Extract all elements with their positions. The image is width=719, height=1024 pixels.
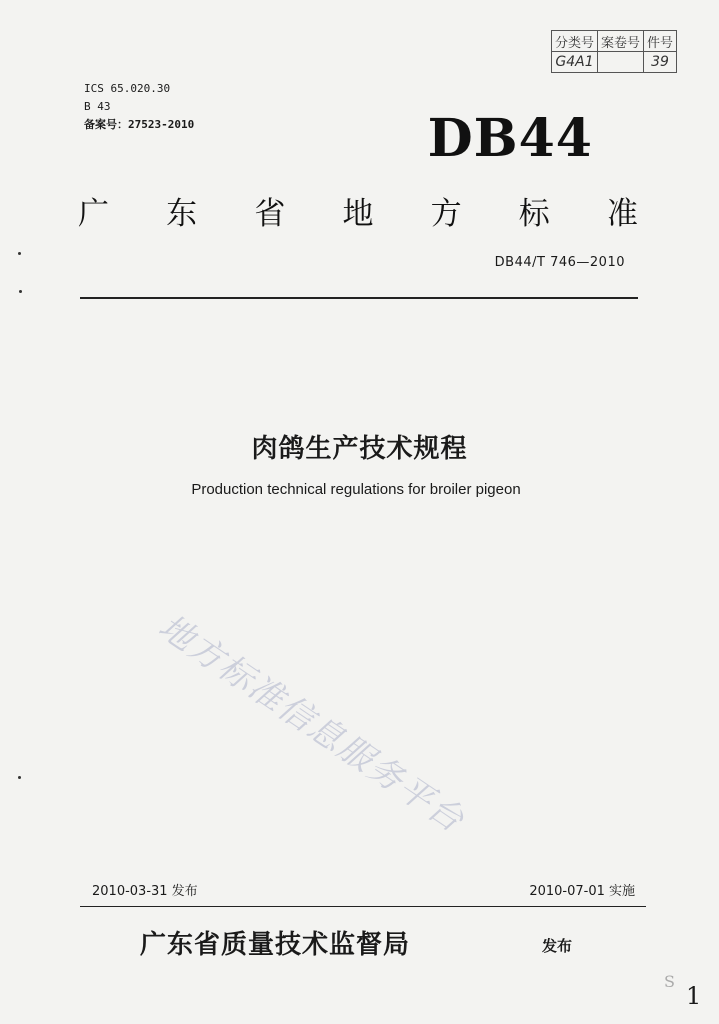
page-number: 1 [686,982,702,1010]
top-divider [80,297,638,299]
issuing-authority: 广东省质量技术监督局 [140,930,411,960]
standard-type-char: 标 [518,196,550,232]
document-title-en: Production technical regulations for broiler pigeon [191,481,521,498]
standard-type-char: 地 [342,196,374,232]
standard-type-char: 方 [430,196,462,232]
record-number: 备案号：27523-2010 [84,118,195,131]
standard-type-heading [78,188,638,233]
standard-type-char: 东 [166,196,198,232]
stamp-header-item: 件号 [644,31,677,52]
stamp-value-file [598,52,644,73]
publish-date: 2010-03-31 发布 [92,884,198,899]
standard-type-char: 省 [254,196,286,232]
watermark: 地方标准信息服务平台 [151,606,472,842]
standard-code: DB44 [427,108,593,169]
classification-block [84,80,194,134]
stamp-header-file: 案卷号 [598,31,644,52]
document-title-zh: 肉鸽生产技术规程 [251,434,468,464]
issuing-label: 发布 [542,937,573,955]
bottom-divider [80,906,646,907]
document-number: DB44/T 746—2010 [494,255,625,270]
scan-speck [18,252,21,255]
scan-speck [18,776,21,779]
page-mark: S [664,972,675,991]
standard-type-char: 准 [606,196,638,232]
standard-type-char: 广 [78,196,109,232]
stamp-value-item: 39 [644,52,677,73]
archive-stamp-table [551,30,677,73]
ccs-code: B 43 [84,100,111,113]
ics-code: ICS 65.020.30 [84,82,171,95]
scan-speck [19,290,22,293]
implement-date: 2010-07-01 实施 [529,884,635,899]
stamp-header-category: 分类号 [552,31,598,52]
stamp-value-category: G4A1 [552,52,598,73]
